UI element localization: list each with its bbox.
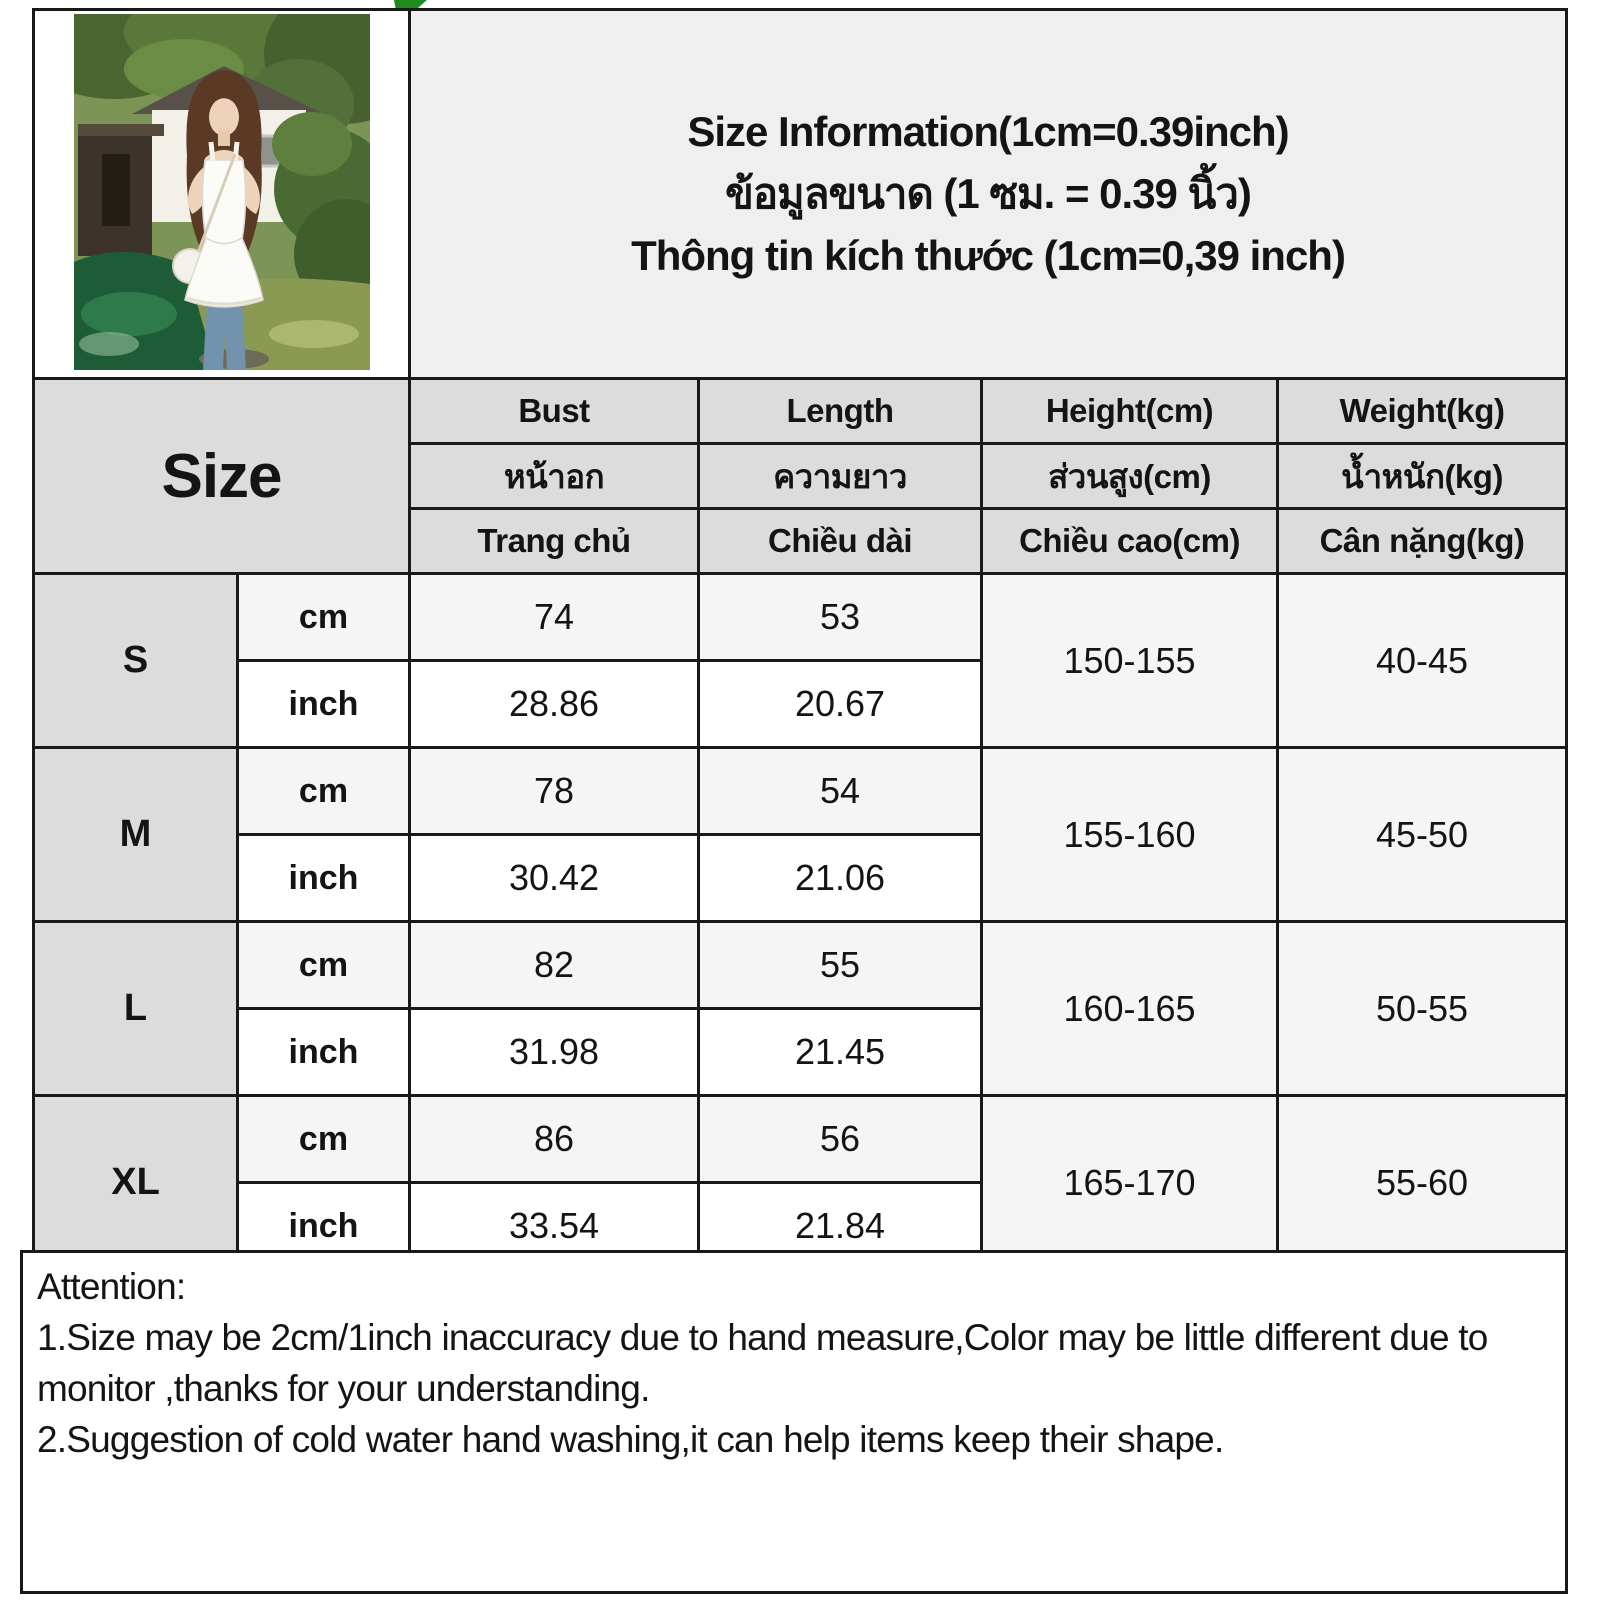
length-inch-l: 21.45 [699,1009,982,1096]
bust-cm-l: 82 [410,922,699,1009]
unit-cm: cm [238,1096,410,1183]
length-inch-m: 21.06 [699,835,982,922]
bust-inch-xl: 33.54 [410,1183,699,1270]
row-s-cm [34,574,1567,661]
bust-cm-xl: 86 [410,1096,699,1183]
top-row [34,10,1567,379]
title-cell [410,10,1567,379]
col-length-en: Length [699,379,982,444]
size-header: Size [34,379,410,574]
unit-inch: inch [238,1183,410,1270]
col-weight-th: น้ำหนัก(kg) [1278,444,1567,509]
size-table [32,8,1568,1271]
unit-cm: cm [238,748,410,835]
col-length-vi: Chiều dài [699,509,982,574]
bust-inch-m: 30.42 [410,835,699,922]
weight-l: 50-55 [1278,922,1567,1096]
length-cm-m: 54 [699,748,982,835]
bust-inch-l: 31.98 [410,1009,699,1096]
col-bust-en: Bust [410,379,699,444]
row-xl-cm [34,1096,1567,1183]
bust-cm-s: 74 [410,574,699,661]
wooden-shed [78,124,164,256]
title-en: Size Information(1cm=0.39inch) [687,108,1289,155]
weight-s: 40-45 [1278,574,1567,748]
unit-inch: inch [238,661,410,748]
unit-cm: cm [238,574,410,661]
size-label-m: M [34,748,238,922]
product-photo-cell [34,10,410,379]
col-height-en: Height(cm) [982,379,1278,444]
row-l-cm [34,922,1567,1009]
attention-box [20,1250,1568,1594]
size-label-s: S [34,574,238,748]
title-vi: Thông tin kích thước (1cm=0,39 inch) [631,232,1345,279]
attention-note-1: 1.Size may be 2cm/1inch inaccuracy due to hand measure,Color may be little different due to monitor ,thanks for your understanding. [37,1317,1488,1410]
height-s: 150-155 [982,574,1278,748]
length-inch-s: 20.67 [699,661,982,748]
col-height-vi: Chiều cao(cm) [982,509,1278,574]
col-weight-vi: Cân nặng(kg) [1278,509,1567,574]
size-label-l: L [34,922,238,1096]
title-th: ข้อมูลขนาด (1 ซม. = 0.39 นิ้ว) [725,170,1251,217]
length-cm-s: 53 [699,574,982,661]
header-row-en [34,379,1567,444]
col-height-th: ส่วนสูง(cm) [982,444,1278,509]
length-cm-l: 55 [699,922,982,1009]
bust-cm-m: 78 [410,748,699,835]
row-m-cm [34,748,1567,835]
length-inch-xl: 21.84 [699,1183,982,1270]
length-cm-xl: 56 [699,1096,982,1183]
weight-m: 45-50 [1278,748,1567,922]
col-weight-en: Weight(kg) [1278,379,1567,444]
product-photo [74,14,370,370]
weight-xl: 55-60 [1278,1096,1567,1270]
col-bust-vi: Trang chủ [410,509,699,574]
bust-inch-s: 28.86 [410,661,699,748]
size-label-xl: XL [34,1096,238,1270]
col-bust-th: หน้าอก [410,444,699,509]
height-m: 155-160 [982,748,1278,922]
unit-inch: inch [238,1009,410,1096]
unit-inch: inch [238,835,410,922]
height-l: 160-165 [982,922,1278,1096]
unit-cm: cm [238,922,410,1009]
attention-note-2: 2.Suggestion of cold water hand washing,it can help items keep their shape. [37,1419,1224,1461]
attention-heading: Attention: [37,1266,186,1307]
col-length-th: ความยาว [699,444,982,509]
height-xl: 165-170 [982,1096,1278,1270]
